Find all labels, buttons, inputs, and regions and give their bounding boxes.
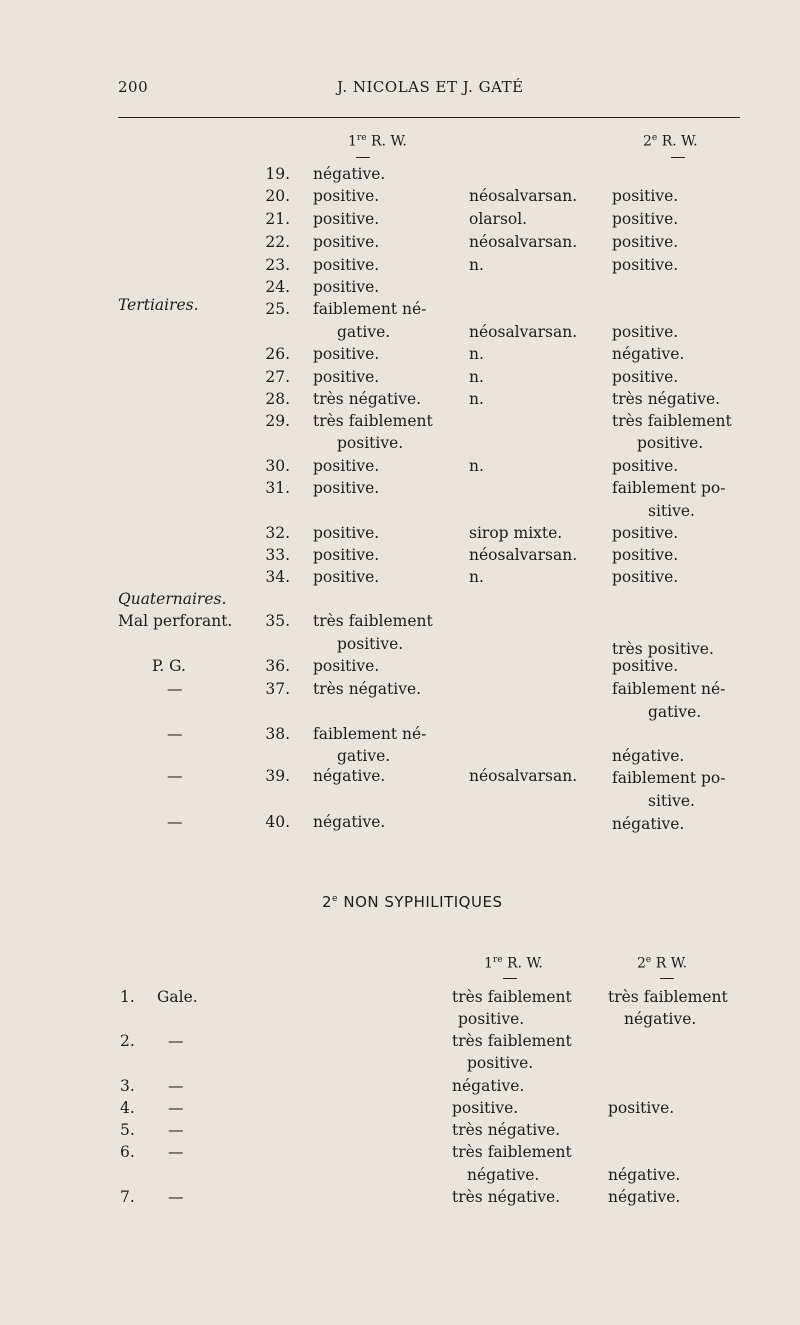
first-rw-result: positive.: [313, 345, 380, 363]
treatment: néosalvarsan.: [469, 546, 578, 564]
second-rw-result-cont: négative.: [624, 1010, 697, 1028]
second-rw-result: négative.: [608, 1188, 681, 1206]
case-number: 24.: [265, 278, 290, 296]
case-number: 39.: [265, 767, 290, 785]
first-rw-result: négative.: [313, 767, 386, 785]
case-number: 38.: [265, 725, 290, 743]
running-title: J. NICOLAS ET J. GATÉ: [337, 78, 524, 96]
case-label: Gale.: [157, 988, 198, 1006]
case-number: 34.: [265, 568, 290, 586]
second-rw-result: faiblement po-: [612, 479, 726, 497]
first-rw-result: positive.: [452, 1099, 519, 1117]
case-number: 21.: [265, 210, 290, 228]
treatment: n.: [469, 390, 484, 408]
case-number: 36.: [265, 657, 290, 675]
second-rw-result: positive.: [612, 657, 679, 675]
case-number: 40.: [265, 813, 290, 831]
treatment: olarsol.: [469, 210, 528, 228]
second-rw-result: positive.: [612, 524, 679, 542]
page-number: 200: [118, 78, 149, 96]
case-number: 5.: [120, 1121, 135, 1139]
treatment: néosalvarsan.: [469, 767, 578, 785]
treatment: néosalvarsan.: [469, 187, 578, 205]
first-rw-result: très faiblement: [452, 988, 572, 1006]
header-rule: [118, 117, 740, 118]
first-rw-result: très négative.: [452, 1188, 561, 1206]
group-label-quaternaires: Quaternaires.: [118, 590, 227, 608]
col-head-dash: [660, 978, 674, 979]
first-rw-result: positive.: [313, 256, 380, 274]
case-number: 1.: [120, 988, 135, 1006]
first-rw-result-cont: positive.: [337, 434, 404, 452]
case-number: 32.: [265, 524, 290, 542]
group-label-tertiaires: Tertiaires.: [118, 296, 199, 314]
treatment: néosalvarsan.: [469, 233, 578, 251]
first-rw-result: très faiblement: [313, 412, 433, 430]
ditto-mark: —: [168, 1032, 184, 1050]
treatment: n.: [469, 345, 484, 363]
col-head-second-rw: 2e R. W.: [643, 133, 698, 150]
col-head-dash: [356, 157, 370, 158]
ditto-mark: —: [167, 813, 183, 831]
first-rw-result: positive.: [313, 278, 380, 296]
case-number: 23.: [265, 256, 290, 274]
first-rw-result: faiblement né-: [313, 300, 427, 318]
treatment: néosalvarsan.: [469, 323, 578, 341]
ditto-mark: —: [168, 1188, 184, 1206]
first-rw-result: positive.: [313, 546, 380, 564]
second-rw-result-cont: positive.: [637, 434, 704, 452]
case-number: 27.: [265, 368, 290, 386]
second-rw-result: positive.: [612, 210, 679, 228]
case-number: 2.: [120, 1032, 135, 1050]
second-rw-result: négative.: [612, 747, 685, 765]
second-rw-result: positive.: [612, 256, 679, 274]
second-rw-result: positive.: [612, 546, 679, 564]
second-rw-result: positive.: [608, 1099, 675, 1117]
case-number: 33.: [265, 546, 290, 564]
case-number: 30.: [265, 457, 290, 475]
second-rw-result: positive.: [612, 233, 679, 251]
second-rw-result: négative.: [608, 1166, 681, 1184]
first-rw-result: positive.: [313, 479, 380, 497]
first-rw-result: très faiblement: [452, 1032, 572, 1050]
first-rw-result: positive.: [313, 210, 380, 228]
first-rw-result: positive.: [313, 568, 380, 586]
first-rw-result-cont: gative.: [337, 747, 391, 765]
first-rw-result: très négative.: [313, 390, 422, 408]
first-rw-result: négative.: [313, 813, 386, 831]
case-number: 6.: [120, 1143, 135, 1161]
first-rw-result: très négative.: [452, 1121, 561, 1139]
second-rw-result: négative.: [612, 345, 685, 363]
second-rw-result: positive.: [612, 323, 679, 341]
second-rw-result-cont: sitive.: [648, 502, 695, 520]
treatment: n.: [469, 256, 484, 274]
second-rw-result: faiblement po-: [612, 769, 726, 787]
case-number: 37.: [265, 680, 290, 698]
first-rw-result-cont: négative.: [467, 1166, 540, 1184]
second-rw-result: très positive.: [612, 640, 714, 658]
treatment: n.: [469, 568, 484, 586]
ditto-mark: —: [168, 1121, 184, 1139]
ditto-mark: —: [167, 680, 183, 698]
group-label-pg: P. G.: [152, 657, 186, 675]
first-rw-result-cont: gative.: [337, 323, 391, 341]
second-rw-result: positive.: [612, 368, 679, 386]
case-number: 28.: [265, 390, 290, 408]
first-rw-result: positive.: [313, 368, 380, 386]
col-head-first-rw: 1re R. W.: [484, 955, 543, 972]
first-rw-result: positive.: [313, 187, 380, 205]
col-head-second-rw: 2e R W.: [637, 955, 688, 972]
col-head-first-rw: 1re R. W.: [348, 133, 407, 150]
case-number: 22.: [265, 233, 290, 251]
case-number: 3.: [120, 1077, 135, 1095]
second-rw-result: faiblement né-: [612, 680, 726, 698]
first-rw-result: négative.: [452, 1077, 525, 1095]
col-head-dash: [503, 978, 517, 979]
treatment: n.: [469, 368, 484, 386]
first-rw-result: positive.: [313, 524, 380, 542]
ditto-mark: —: [168, 1077, 184, 1095]
second-rw-result-cont: sitive.: [648, 792, 695, 810]
col-head-dash: [671, 157, 685, 158]
first-rw-result-cont: positive.: [458, 1010, 525, 1028]
case-number: 7.: [120, 1188, 135, 1206]
ditto-mark: —: [168, 1099, 184, 1117]
first-rw-result: très faiblement: [313, 612, 433, 630]
first-rw-result: très négative.: [313, 680, 422, 698]
ditto-mark: —: [167, 725, 183, 743]
section-title: 2e NON SYPHILITIQUES: [322, 893, 503, 911]
case-number: 25.: [265, 300, 290, 318]
first-rw-result: positive.: [313, 657, 380, 675]
case-number: 35.: [265, 612, 290, 630]
treatment: sirop mixte.: [469, 524, 563, 542]
case-number: 19.: [265, 165, 290, 183]
ditto-mark: —: [167, 767, 183, 785]
first-rw-result: très faiblement: [452, 1143, 572, 1161]
second-rw-result: très faiblement: [612, 412, 732, 430]
first-rw-result: positive.: [313, 233, 380, 251]
first-rw-result-cont: positive.: [467, 1054, 534, 1072]
case-number: 29.: [265, 412, 290, 430]
case-number: 4.: [120, 1099, 135, 1117]
second-rw-result: très faiblement: [608, 988, 728, 1006]
first-rw-result: négative.: [313, 165, 386, 183]
first-rw-result: faiblement né-: [313, 725, 427, 743]
case-number: 20.: [265, 187, 290, 205]
ditto-mark: —: [168, 1143, 184, 1161]
group-label-mal-perforant: Mal perforant.: [118, 612, 233, 630]
case-number: 31.: [265, 479, 290, 497]
first-rw-result-cont: positive.: [337, 635, 404, 653]
second-rw-result: positive.: [612, 457, 679, 475]
second-rw-result-cont: gative.: [648, 703, 702, 721]
second-rw-result: positive.: [612, 187, 679, 205]
first-rw-result: positive.: [313, 457, 380, 475]
second-rw-result: très négative.: [612, 390, 721, 408]
treatment: n.: [469, 457, 484, 475]
second-rw-result: négative.: [612, 815, 685, 833]
second-rw-result: positive.: [612, 568, 679, 586]
case-number: 26.: [265, 345, 290, 363]
